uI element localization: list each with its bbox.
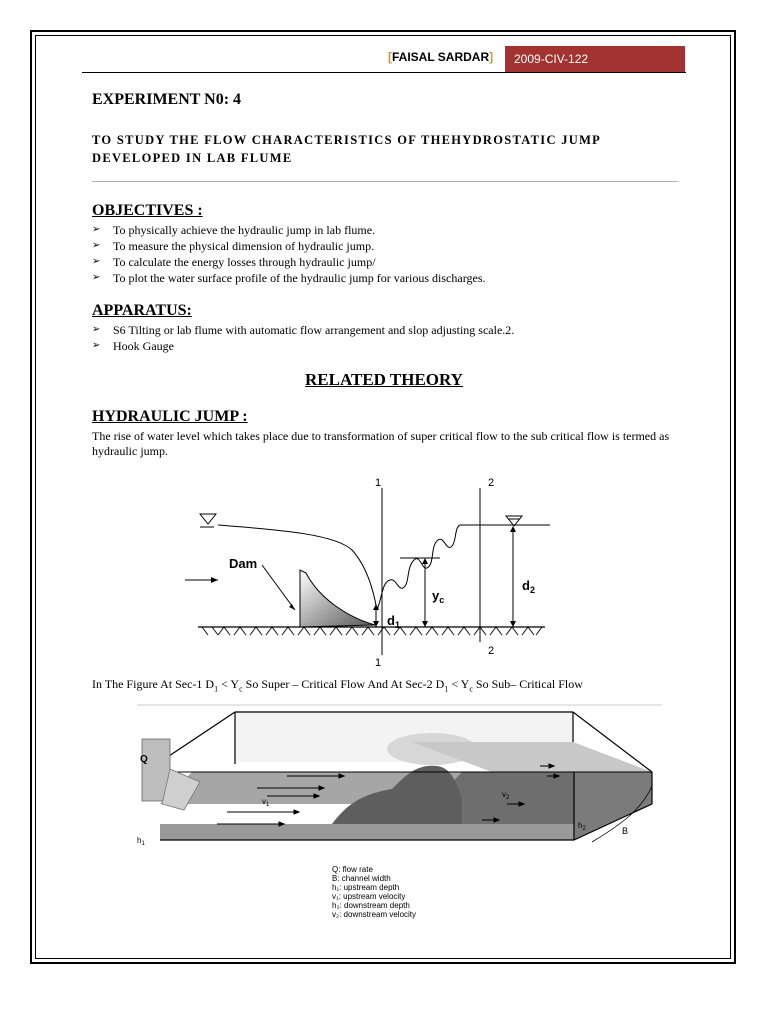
list-item: ➢ To measure the physical dimension of hydraulic jump. (92, 238, 486, 254)
h2-label: $h_2$ (578, 821, 586, 832)
v2-label: $v_2$ (502, 790, 510, 801)
h1-label: $h_1$ (137, 836, 145, 847)
list-item: ➢ To physically achieve the hydraulic jump in lab flume. (92, 222, 486, 238)
roll-number-badge: 2009-CIV-122 (505, 46, 685, 72)
objectives-list (92, 222, 486, 286)
apparatus-list (92, 322, 514, 354)
author-name: [FAISAL SARDAR] (388, 50, 494, 64)
figure-caption: In The Figure At Sec-1 $D_1 < Y_c$ So Super – Critical Flow And At Sec-2 $D_1 < Y_c$ So Sub– Critical Flow (92, 677, 583, 694)
b-label: B (622, 826, 629, 836)
dam-label: Dam (229, 556, 258, 571)
related-theory-heading: RELATED THEORY (305, 370, 463, 389)
list-item: ➢ To plot the water surface profile of the hydraulic jump for various discharges. (92, 270, 486, 286)
legend-item: v₁: upstream velocity (332, 892, 406, 901)
flume-3d-diagram (132, 704, 664, 932)
section-1-bottom-label: 1 (375, 657, 382, 669)
legend-item: h₁: upstream depth (332, 883, 400, 892)
upstream-level-marker (200, 514, 216, 524)
section-2-top-label: 2 (488, 477, 495, 489)
d2-label: $d_2$ (522, 578, 535, 595)
apparatus-heading: APPARATUS: (92, 302, 192, 319)
experiment-subtitle: TO STUDY THE FLOW CHARACTERISTICS OF THEHYDROSTATIC JUMP DEVELOPED IN LAB FLUME (92, 133, 602, 165)
objectives-heading: OBJECTIVES : (92, 202, 203, 219)
hydraulic-jump-heading: HYDRAULIC JUMP : (92, 408, 248, 425)
legend-item: h₂: downstream depth (332, 901, 410, 910)
jump-water-surface (377, 525, 550, 610)
list-item: ➢ To calculate the energy losses through hydraulic jump/ (92, 254, 486, 270)
bed-hatching (202, 627, 542, 635)
d1-label: $d_1$ (387, 613, 400, 630)
divider (92, 181, 678, 182)
legend-item: B: channel width (332, 874, 391, 883)
yc-label: $y_c$ (432, 588, 445, 605)
hydraulic-jump-diagram (170, 470, 560, 675)
section-1-top-label: 1 (375, 477, 382, 489)
list-item: ➢ S6 Tilting or lab flume with automatic flow arrangement and slop adjusting scale.2. (92, 322, 514, 338)
q-label: Q (140, 754, 148, 765)
section-2-bottom-label: 2 (488, 645, 495, 657)
hydraulic-jump-definition: The rise of water level which takes place due to transformation of super critical flow to the sub critical flow is termed as hydraulic jump. (92, 429, 670, 458)
legend-item: v₂: downstream velocity (332, 910, 417, 919)
v1-label: $v_1$ (262, 797, 270, 808)
header-rule (82, 72, 686, 73)
dam-shape (300, 570, 375, 627)
experiment-title: EXPERIMENT N0: 4 (92, 91, 242, 108)
legend-item: Q: flow rate (332, 865, 373, 874)
list-item: ➢ Hook Gauge (92, 338, 514, 354)
